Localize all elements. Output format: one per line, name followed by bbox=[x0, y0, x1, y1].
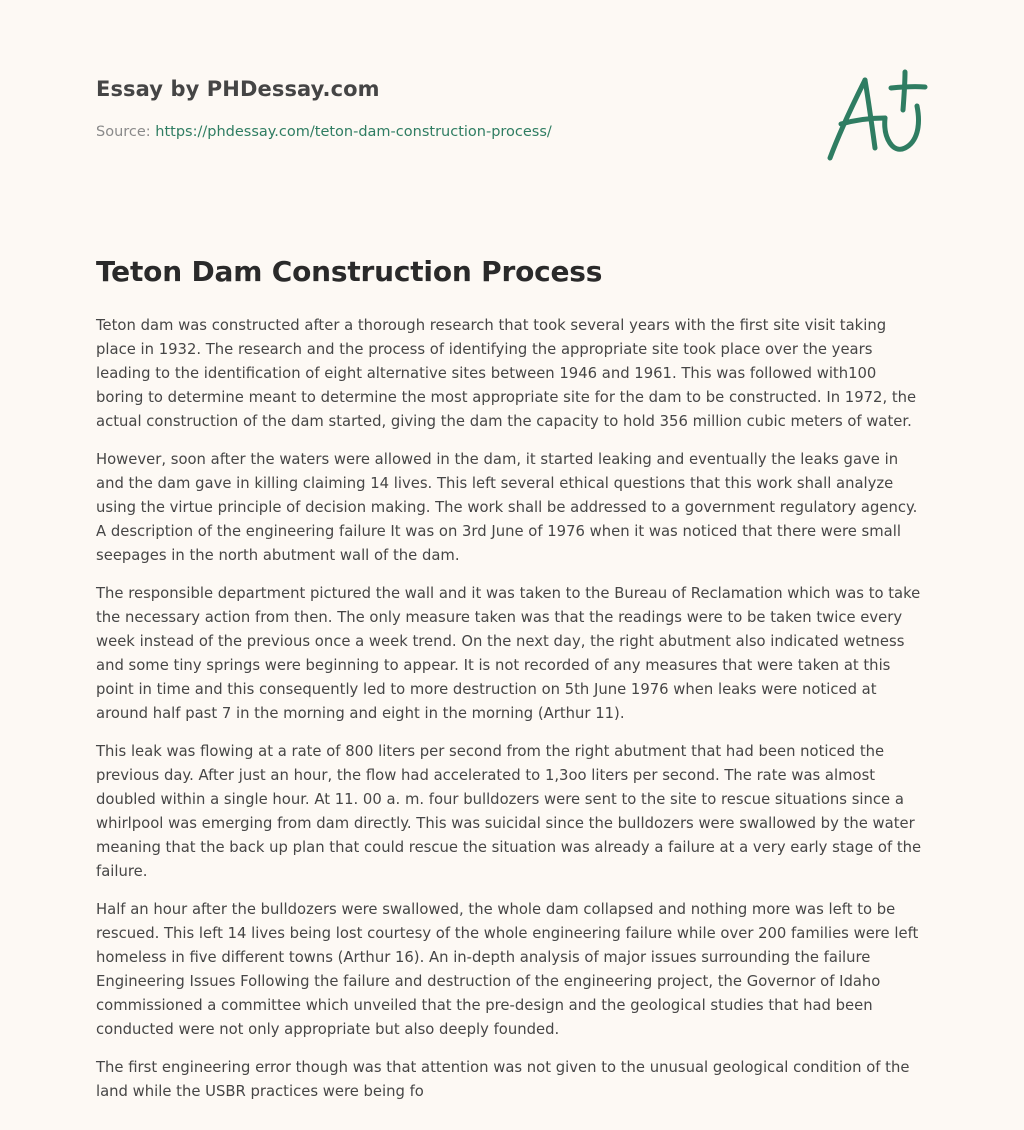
site-brand: Essay by PHDessay.com bbox=[96, 77, 380, 101]
essay-body bbox=[96, 314, 928, 1118]
source-label: Source: bbox=[96, 124, 151, 140]
essay-title: Teton Dam Construction Process bbox=[96, 255, 603, 288]
essay-paragraph: However, soon after the waters were allowed in the dam, it started leaking and eventually the leaks gave in and the dam gave in killing claiming 14 lives. This left several ethical questions that this work shall analyze using the virtue principle of decision making. The work shall be addressed to a government regulatory agency. A description of the engineering failure It was on 3rd June of 1976 when it was noticed that there were small seepages in the north abutment wall of the dam. bbox=[96, 451, 918, 564]
essay-paragraph: Half an hour after the bulldozers were swallowed, the whole dam collapsed and nothing more was left to be rescued. This left 14 lives being lost courtesy of the whole engineering failure while over 200 families were left homeless in five different towns (Arthur 16). An in-depth analysis of major issues surrounding the failure Engineering Issues Following the failure and destruction of the engineering project, the Governor of Idaho commissioned a committee which unveiled that the pre-design and the geological studies that had been conducted were not only appropriate but also deeply founded. bbox=[96, 901, 919, 1038]
a-plus-grade-icon bbox=[825, 68, 929, 164]
essay-paragraph: Teton dam was constructed after a thorough research that took several years with the first site visit taking place in 1932. The research and the process of identifying the appropriate site took place over the years leading to the identification of eight alternative sites between 1946 and 1961. This was followed with100 boring to determine meant to determine the most appropriate site for the dam to be constructed. In 1972, the actual construction of the dam started, giving the dam the capacity to hold 356 million cubic meters of water. bbox=[96, 317, 917, 430]
essay-paragraph: This leak was flowing at a rate of 800 liters per second from the right abutment that had been noticed the previous day. After just an hour, the flow had accelerated to 1,3oo liters per second. The rate was almost doubled within a single hour. At 11. 00 a. m. four bulldozers were sent to the site to rescue situations since a whirlpool was emerging from dam directly. This was suicidal since the bulldozers were swallowed by the water meaning that the back up plan that could rescue the situation was already a failure at a very early stage of the failure. bbox=[96, 743, 922, 880]
source-line bbox=[96, 124, 552, 140]
source-link[interactable]: https://phdessay.com/teton-dam-construction-process/ bbox=[155, 124, 552, 140]
essay-paragraph: The responsible department pictured the wall and it was taken to the Bureau of Reclamation which was to take the necessary action from then. The only measure taken was that the readings were to be taken twice every week instead of the previous once a week trend. On the next day, the right abutment also indicated wetness and some tiny springs were beginning to appear. It is not recorded of any measures that were taken at this point in time and this consequently led to more destruction on 5th June 1976 when leaks were noticed at around half past 7 in the morning and eight in the morning (Arthur 11). bbox=[96, 585, 921, 722]
essay-paragraph: The first engineering error though was that attention was not given to the unusual geological condition of the land while the USBR practices were being fo bbox=[96, 1059, 910, 1100]
